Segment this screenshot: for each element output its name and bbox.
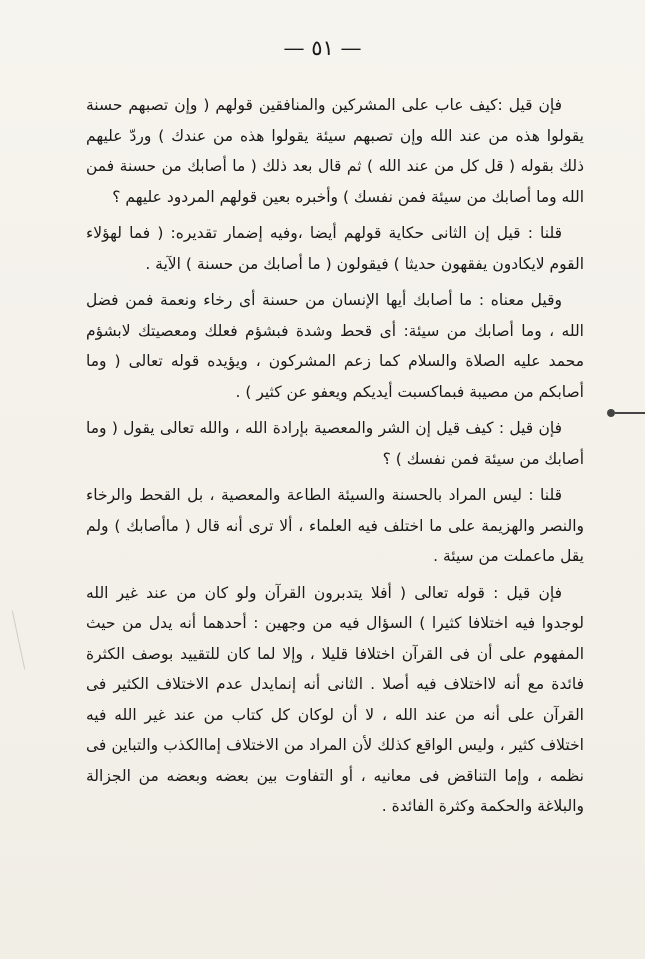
scan-edge-dot <box>607 409 615 417</box>
paragraph-answer-1: قلنا : قيل إن الثانى حكاية قولهم أيضا ،وفيه إضمار تقديره: ( فما لهؤلاء القوم لايكادون يفقهون حديثا ) فيقولون ( ما أصابك من حسنة ) الآية . <box>86 224 584 273</box>
scan-artifact-line <box>12 611 25 670</box>
paragraph-question-3: فإن قيل : قوله تعالى ( أفلا يتدبرون القرآن ولو كان من عند غير الله لوجدوا فيه اختلافا كثيرا ) السؤال فيه من وجهين : أحدهما أنه يدل من حيث المفهوم على أن فى القرآن اختلافا قليلا ، وإلا لما كان للتقييد بوصف الكثرة فائدة مع أنه لااختلاف فيه أصلا . الثانى أنه إنمايدل عدم الاختلاف الكثير فى القرآن على أنه من عند الله ، لا أن لوكان كل كتاب من عند غير الله فيه اختلاف كثير ، وليس الواقع كذلك لأن المراد من الاختلاف إماالكذب والتباين فى نظمه ، وإما التناقض فى معانيه ، أو التفاوت بين بعضه وبعضه من الجزالة والبلاغة والحكمة وكثرة الفائدة . <box>86 583 584 815</box>
page-number: — ٥١ — <box>283 36 362 60</box>
paragraph-answer-2: قلنا : ليس المراد بالحسنة والسيئة الطاعة والمعصية ، بل القحط والرخاء والنصر والهزيمة على ما اختلف فيه العلماء ، ألا ترى أنه قال ( ماأصابك ) ولم يقل ماعملت من سيئة . <box>86 486 584 565</box>
paragraph-question-1: فإن قيل :كيف عاب على المشركين والمنافقين قولهم ( وإن تصبهم حسنة يقولوا هذه من عند الله وإن تصبهم سيئة يقولوا هذه من عندك ) وردّ عليهم ذلك بقوله ( قل كل من عند الله ) ثم قال بعد ذلك ( ما أصابك من حسنة فمن الله وما أصابك من سيئة فمن نفسك ) وأخبره بعين قولهم المردود عليهم ؟ <box>86 96 584 206</box>
scan-edge-mark <box>615 412 645 414</box>
paragraph-question-2: فإن قيل : كيف قيل إن الشر والمعصية بإرادة الله ، والله تعالى يقول ( وما أصابك من سيئة فمن نفسك ) ؟ <box>86 419 584 468</box>
paragraph-explanation-1: وقيل معناه : ما أصابك أيها الإنسان من حسنة أى رخاء ونعمة فمن فضل الله ، وما أصابك من سيئة: أى قحط وشدة فبشؤم فعلك ومعصيتك لابشؤم محمد عليه الصلاة والسلام كما زعم المشركون ، ويؤيده قوله تعالى ( وما أصابكم من مصيبة فبماكسبت أيديكم ويعفو عن كثير ) . <box>86 291 584 401</box>
page-body <box>86 90 584 828</box>
